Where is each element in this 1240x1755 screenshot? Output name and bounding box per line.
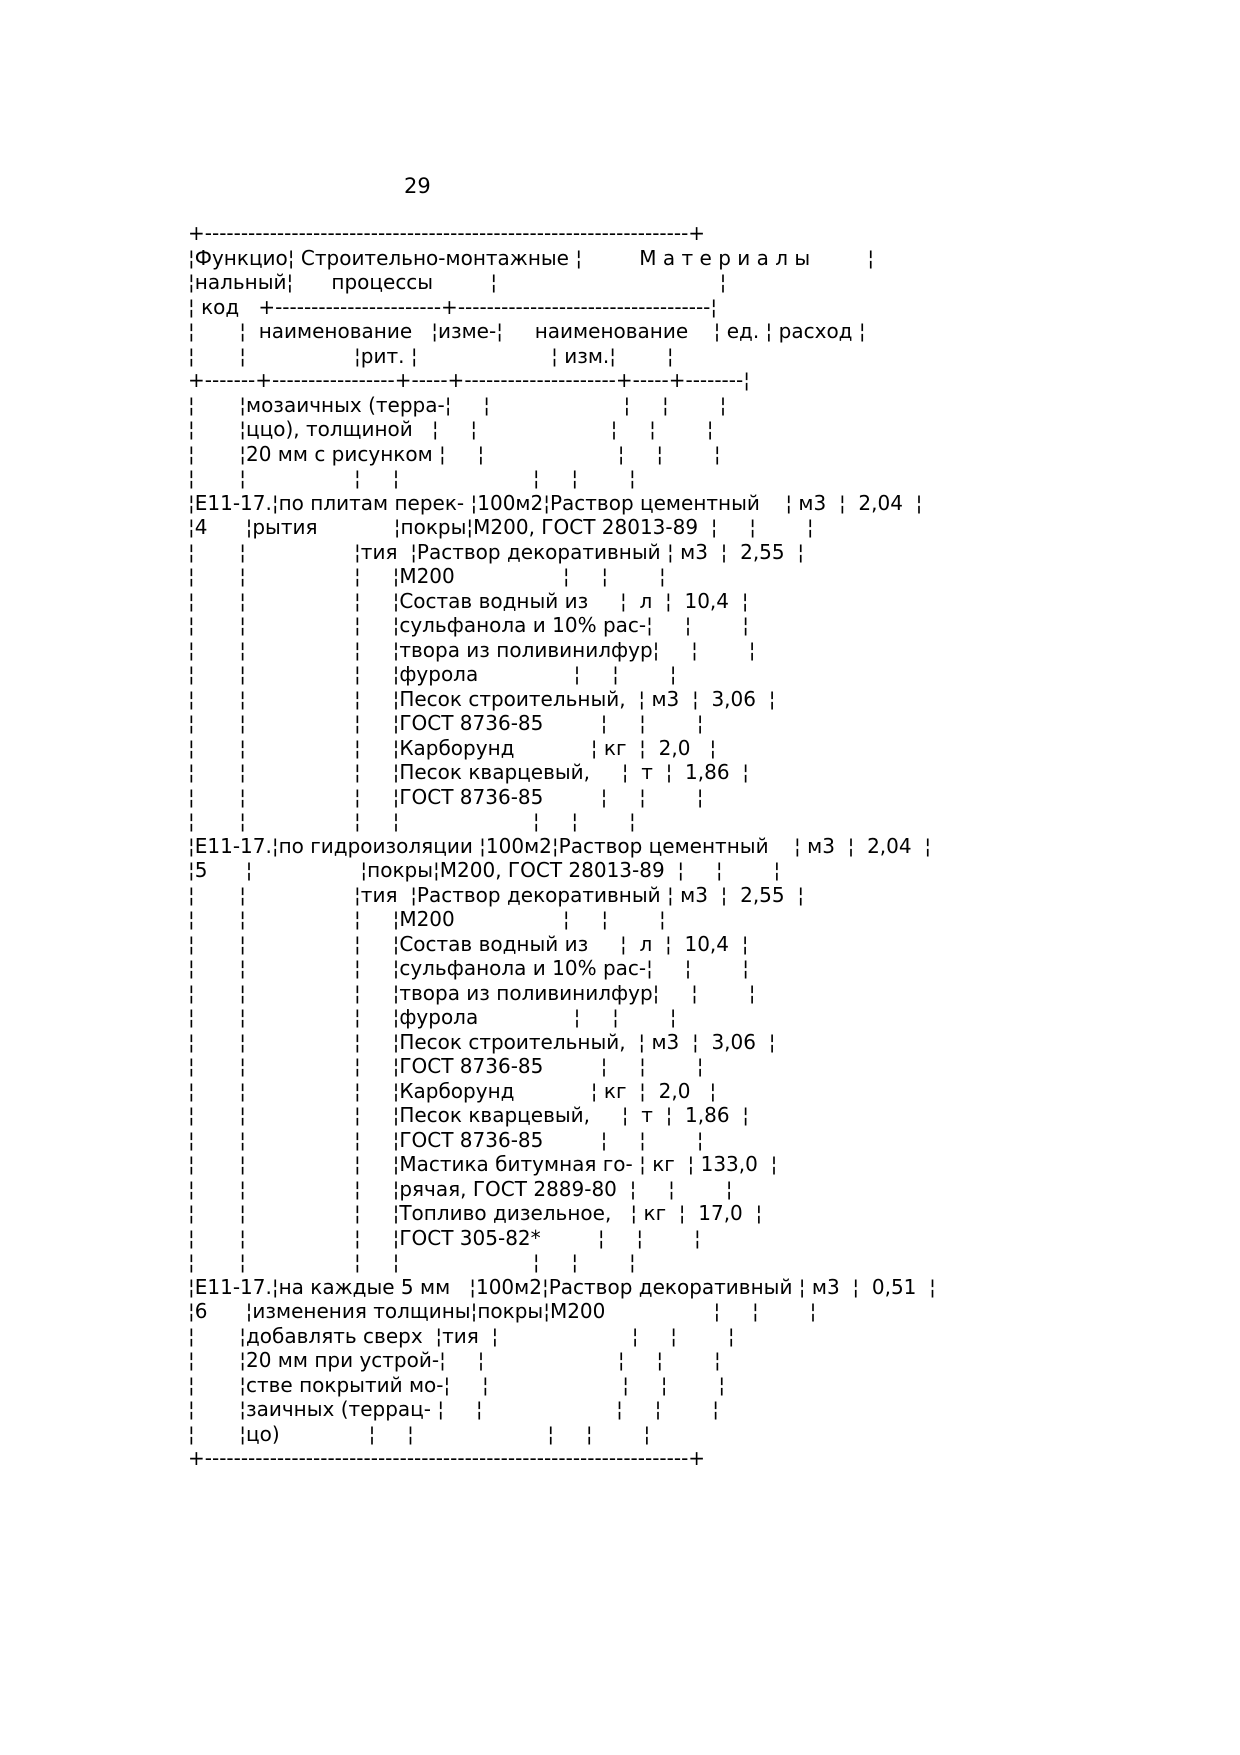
table-line: ¦ ¦ ¦ ¦ГОСТ 8736-85 ¦ ¦ ¦ <box>188 1127 704 1152</box>
table-line: ¦ ¦ ¦ ¦ГОСТ 8736-85 ¦ ¦ ¦ <box>188 784 704 809</box>
table-line: ¦ ¦ ¦ ¦фурола ¦ ¦ ¦ <box>188 662 677 686</box>
table-line: ¦ ¦ ¦ ¦рячая, ГОСТ 2889-80 ¦ ¦ ¦ <box>188 1176 733 1201</box>
table-line: ¦ ¦ ¦рит. ¦ ¦ изм.¦ ¦ <box>188 343 674 368</box>
table-line: +-------------------------------------------------------------------+ <box>188 1446 706 1470</box>
table-line: ¦ ¦ наименование ¦изме-¦ наименование ¦ ед. ¦ расход ¦ <box>188 319 866 343</box>
table-line: ¦ ¦ ¦ ¦ ¦ ¦ ¦ <box>188 809 636 833</box>
table-line: ¦ ¦ ¦ ¦твора из поливинилфур¦ ¦ ¦ <box>188 637 756 662</box>
table-line: ¦4 ¦рытия ¦покры¦М200, ГОСТ 28013-89 ¦ ¦ ¦ <box>188 515 814 539</box>
table-line: ¦ ¦стве покрытий мо-¦ ¦ ¦ ¦ ¦ <box>188 1372 726 1397</box>
table-line: ¦Е11-17.¦по гидроизоляции ¦100м2¦Раствор цементный ¦ м3 ¦ 2,04 ¦ <box>188 833 932 858</box>
table-line: ¦Функцио¦ Строительно-монтажные ¦ М а т е р и а л ы ¦ <box>188 245 875 270</box>
table-line: ¦Е11-17.¦по плитам перек- ¦100м2¦Раствор цементный ¦ м3 ¦ 2,04 ¦ <box>188 490 923 515</box>
table-line: ¦ ¦мозаичных (терра-¦ ¦ ¦ ¦ ¦ <box>188 392 727 417</box>
table-line: ¦ ¦ ¦ ¦Песок кварцевый, ¦ т ¦ 1,86 ¦ <box>188 1103 750 1127</box>
table-line: ¦ ¦ ¦ ¦Топливо дизельное, ¦ кг ¦ 17,0 ¦ <box>188 1201 763 1225</box>
table-line: ¦ ¦ ¦ ¦фурола ¦ ¦ ¦ <box>188 1005 677 1029</box>
table-line: ¦ ¦ ¦ ¦ ¦ ¦ ¦ <box>188 1250 636 1274</box>
table-line: ¦ ¦20 мм с рисунком ¦ ¦ ¦ ¦ ¦ <box>188 441 721 466</box>
table-line: +-------+-----------------+-----+---------------------+-----+--------¦ <box>188 368 750 392</box>
table-line: ¦ ¦ ¦ ¦Песок кварцевый, ¦ т ¦ 1,86 ¦ <box>188 760 750 784</box>
table-line: ¦ ¦ ¦ ¦Мастика битумная го- ¦ кг ¦ 133,0 ¦ <box>188 1152 778 1176</box>
table-line: ¦ ¦ ¦ ¦сульфанола и 10% рас-¦ ¦ ¦ <box>188 613 749 637</box>
page-number: 29 <box>404 174 431 198</box>
table-line: ¦6 ¦изменения толщины¦покры¦М200 ¦ ¦ ¦ <box>188 1299 817 1323</box>
table-line: ¦ ¦ ¦ ¦ГОСТ 8736-85 ¦ ¦ ¦ <box>188 1054 704 1078</box>
table-line: ¦ ¦добавлять сверх ¦тия ¦ ¦ ¦ ¦ <box>188 1323 735 1348</box>
table-line: ¦ ¦ ¦ ¦Песок строительный, ¦ м3 ¦ 3,06 ¦ <box>188 1029 776 1054</box>
table-line: ¦ ¦ ¦ ¦ГОСТ 305-82* ¦ ¦ ¦ <box>188 1225 701 1250</box>
table-line: ¦ ¦ ¦ ¦Состав водный из ¦ л ¦ 10,4 ¦ <box>188 931 749 956</box>
table-line: ¦ ¦ ¦ ¦твора из поливинилфур¦ ¦ ¦ <box>188 980 756 1005</box>
table-line: ¦нальный¦ процессы ¦ ¦ <box>188 270 727 294</box>
table-line: ¦ ¦ццо), толщиной ¦ ¦ ¦ ¦ ¦ <box>188 417 714 441</box>
table-line: ¦ ¦ ¦тия ¦Раствор декоративный ¦ м3 ¦ 2,55 ¦ <box>188 882 805 907</box>
table-line: ¦ ¦ ¦ ¦ ¦ ¦ ¦ <box>188 466 636 490</box>
table-line: ¦Е11-17.¦на каждые 5 мм ¦100м2¦Раствор декоративный ¦ м3 ¦ 0,51 ¦ <box>188 1274 936 1299</box>
table-line: ¦ ¦цо) ¦ ¦ ¦ ¦ ¦ <box>188 1421 651 1446</box>
table-line: ¦ ¦20 мм при устрой-¦ ¦ ¦ ¦ ¦ <box>188 1348 721 1372</box>
materials-table <box>188 221 936 1471</box>
table-line: ¦ ¦ ¦тия ¦Раствор декоративный ¦ м3 ¦ 2,55 ¦ <box>188 539 805 564</box>
table-line: ¦ код +-----------------------+-----------------------------------¦ <box>188 294 718 319</box>
table-line: ¦ ¦ ¦ ¦М200 ¦ ¦ ¦ <box>188 907 666 931</box>
table-line: ¦ ¦ ¦ ¦Карборунд ¦ кг ¦ 2,0 ¦ <box>188 1078 717 1103</box>
table-line: ¦ ¦ ¦ ¦Состав водный из ¦ л ¦ 10,4 ¦ <box>188 588 749 613</box>
table-line: +-------------------------------------------------------------------+ <box>188 221 706 245</box>
table-line: ¦ ¦ ¦ ¦М200 ¦ ¦ ¦ <box>188 564 666 588</box>
table-line: ¦ ¦заичных (террац- ¦ ¦ ¦ ¦ ¦ <box>188 1397 719 1421</box>
table-line: ¦ ¦ ¦ ¦ГОСТ 8736-85 ¦ ¦ ¦ <box>188 711 704 735</box>
table-line: ¦ ¦ ¦ ¦сульфанола и 10% рас-¦ ¦ ¦ <box>188 956 749 980</box>
table-line: ¦5 ¦ ¦покры¦М200, ГОСТ 28013-89 ¦ ¦ ¦ <box>188 858 781 882</box>
table-line: ¦ ¦ ¦ ¦Песок строительный, ¦ м3 ¦ 3,06 ¦ <box>188 686 776 711</box>
table-line: ¦ ¦ ¦ ¦Карборунд ¦ кг ¦ 2,0 ¦ <box>188 735 717 760</box>
